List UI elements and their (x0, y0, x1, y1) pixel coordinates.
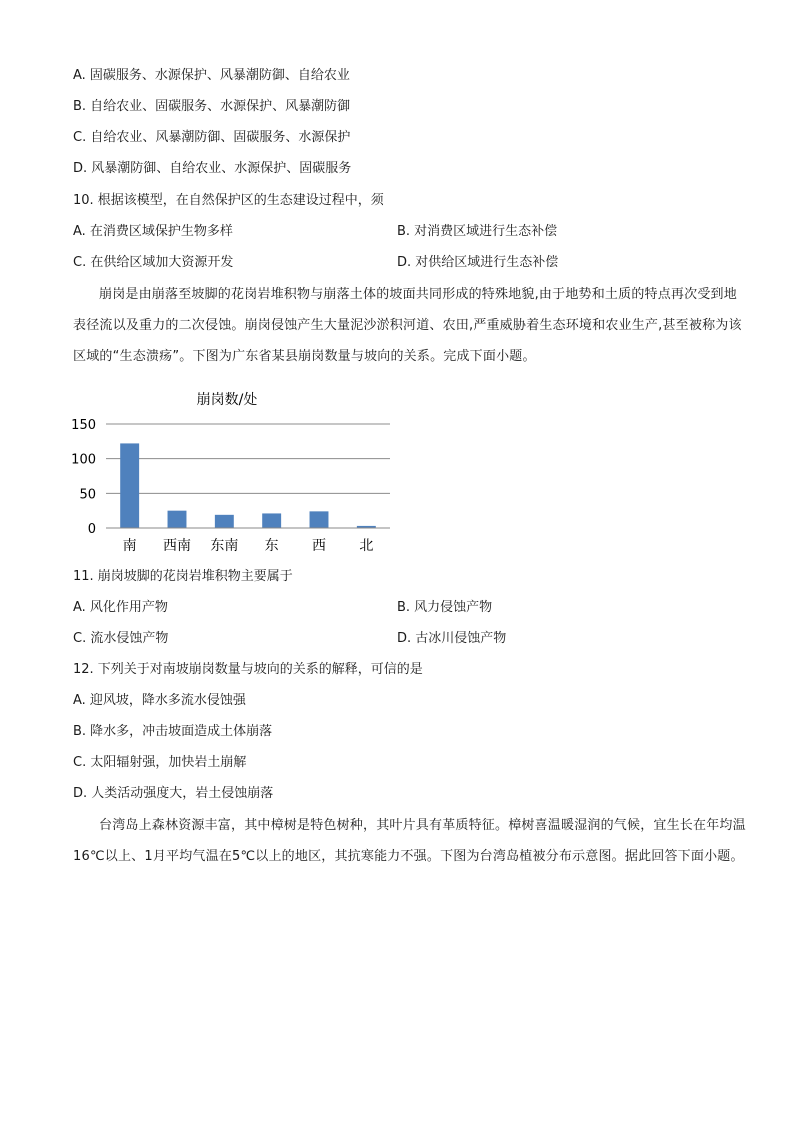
q12-option-c: C. 太阳辐射强，加快岩土崩解 (73, 755, 247, 770)
x-category-label: 东南 (210, 538, 239, 554)
x-category-label: 北 (359, 538, 374, 554)
y-tick-label: 100 (71, 452, 96, 468)
chart-gridlines (106, 424, 390, 493)
q10-option-a: A. 在消费区域保护生物多样 (73, 224, 233, 239)
passage-benggang: 崩岗是由崩落至坡脚的花岗岩堆积物与崩落土体的坡面共同形成的特殊地貌,由于地势和土质的特点再次受到地表径流以及重力的二次侵蚀。崩岗侵蚀产生大量泥沙淤积河道、农田,严重威胁着生态环境和农业生产,甚至被称为该区域的“生态溃疡”。下图为广东省某县崩岗数量与坡向的关系。完成下面小题。 (73, 287, 742, 364)
bar-3 (262, 513, 281, 528)
chart-x-labels (123, 537, 374, 554)
q10-option-d: D. 对供给区域进行生态补偿 (397, 255, 559, 270)
x-category-label: 东 (264, 538, 279, 554)
q12-stem: 12. 下列关于对南坡崩岗数量与坡向的关系的解释，可信的是 (73, 662, 423, 677)
y-tick-label: 0 (87, 522, 96, 537)
x-category-label: 南 (122, 538, 137, 554)
q12-option-b: B. 降水多，冲击坡面造成土体崩落 (73, 724, 273, 739)
q11-option-b: B. 风力侵蚀产物 (397, 600, 493, 615)
chart-bars (120, 443, 376, 528)
bar-chart-svg (60, 382, 400, 562)
passage-taiwan: 台湾岛上森林资源丰富，其中樟树是特色树种，其叶片具有革质特征。樟树喜温暖湿润的气候，宜生长在年均温16℃以上、1月平均气温在5℃以上的地区，其抗寒能力不强。下图为台湾岛植被分布示意图。据此回答下面小题。 (73, 818, 746, 864)
q11-option-a: A. 风化作用产物 (73, 600, 168, 615)
q10-option-c: C. 在供给区域加大资源开发 (73, 255, 234, 270)
q10-option-b: B. 对消费区域进行生态补偿 (397, 224, 558, 239)
chart-y-ticks (71, 418, 96, 537)
bar-4 (310, 511, 329, 528)
chart-title: 崩岗数/处 (196, 392, 258, 408)
q11-stem: 11. 崩岗坡脚的花岗岩堆积物主要属于 (73, 569, 293, 584)
q12-option-d: D. 人类活动强度大，岩土侵蚀崩落 (73, 786, 274, 801)
x-category-label: 西 (312, 538, 326, 554)
q11-option-d: D. 古冰川侵蚀产物 (397, 631, 507, 646)
q12-option-a: A. 迎风坡，降水多流水侵蚀强 (73, 693, 246, 708)
bar-1 (168, 511, 187, 528)
q10-stem: 10. 根据该模型，在自然保护区的生态建设过程中，须 (73, 193, 384, 208)
y-tick-label: 50 (79, 487, 96, 503)
x-category-label: 西南 (163, 538, 191, 554)
y-tick-label: 150 (71, 418, 96, 433)
q11-option-c: C. 流水侵蚀产物 (73, 631, 169, 646)
q9-option-a: A. 固碳服务、水源保护、风暴潮防御、自给农业 (73, 68, 350, 83)
q9-option-b: B. 自给农业、固碳服务、水源保护、风暴潮防御 (73, 99, 351, 114)
q9-option-c: C. 自给农业、风暴潮防御、固碳服务、水源保护 (73, 130, 351, 145)
bar-0 (120, 443, 139, 528)
q9-option-d: D. 风暴潮防御、自给农业、水源保护、固碳服务 (73, 161, 352, 176)
benggang-chart (60, 382, 400, 562)
bar-2 (215, 515, 234, 528)
